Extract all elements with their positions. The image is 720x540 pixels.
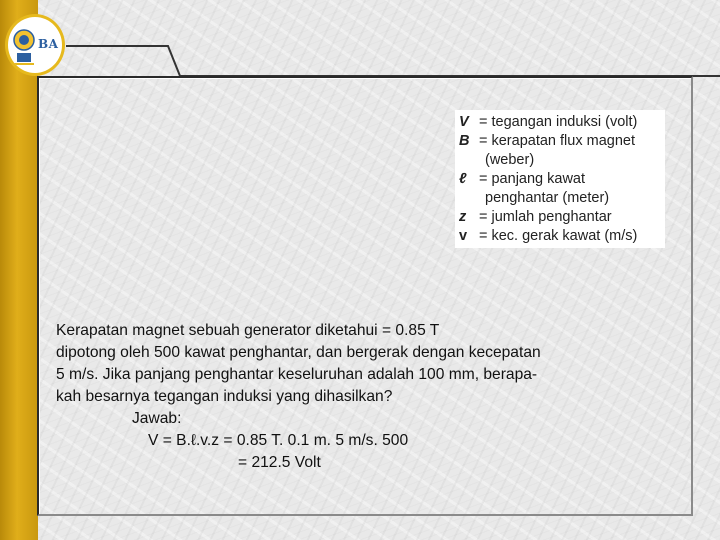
formula-line: V = B.ℓ.v.z = 0.85 T. 0.1 m. 5 m/s. 500 <box>148 432 409 449</box>
legend-row <box>459 151 665 170</box>
result-line: = 212.5 Volt <box>238 454 321 471</box>
legend-row <box>459 227 665 246</box>
legend-symbol: V <box>459 114 469 130</box>
legend-symbol: z <box>459 209 467 225</box>
legend-text: = jumlah penghantar <box>479 209 612 225</box>
legend-symbol: ℓ <box>459 171 467 187</box>
problem-line: 5 m/s. Jika panjang penghantar keseluruhan adalah 100 mm, berapa- <box>56 366 538 383</box>
legend-symbol: v <box>459 228 468 244</box>
legend-text: = kec. gerak kawat (m/s) <box>479 228 638 244</box>
legend-row <box>459 113 665 132</box>
legend-text: (weber) <box>485 152 535 168</box>
logo-text: BA <box>38 37 59 51</box>
legend-text: = tegangan induksi (volt) <box>479 114 638 130</box>
problem-line: Kerapatan magnet sebuah generator diketahui = 0.85 T <box>56 322 440 339</box>
emblem-icon <box>12 26 36 66</box>
legend-row <box>459 170 665 189</box>
sidebar-strip <box>0 0 38 540</box>
legend-text: = panjang kawat <box>479 171 586 187</box>
header-divider <box>38 0 720 80</box>
symbol-legend <box>455 110 665 248</box>
legend-row <box>459 189 665 208</box>
legend-symbol: B <box>459 133 470 149</box>
legend-row <box>459 132 665 151</box>
legend-row <box>459 208 665 227</box>
logo <box>5 14 65 76</box>
answer-label: Jawab: <box>132 410 182 427</box>
problem-line: dipotong oleh 500 kawat penghantar, dan bergerak dengan kecepatan <box>56 344 541 361</box>
legend-text: = kerapatan flux magnet <box>479 133 635 149</box>
problem-line: kah besarnya tegangan induksi yang dihasilkan? <box>56 388 393 405</box>
problem-text <box>56 320 656 474</box>
legend-text: penghantar (meter) <box>485 190 610 206</box>
